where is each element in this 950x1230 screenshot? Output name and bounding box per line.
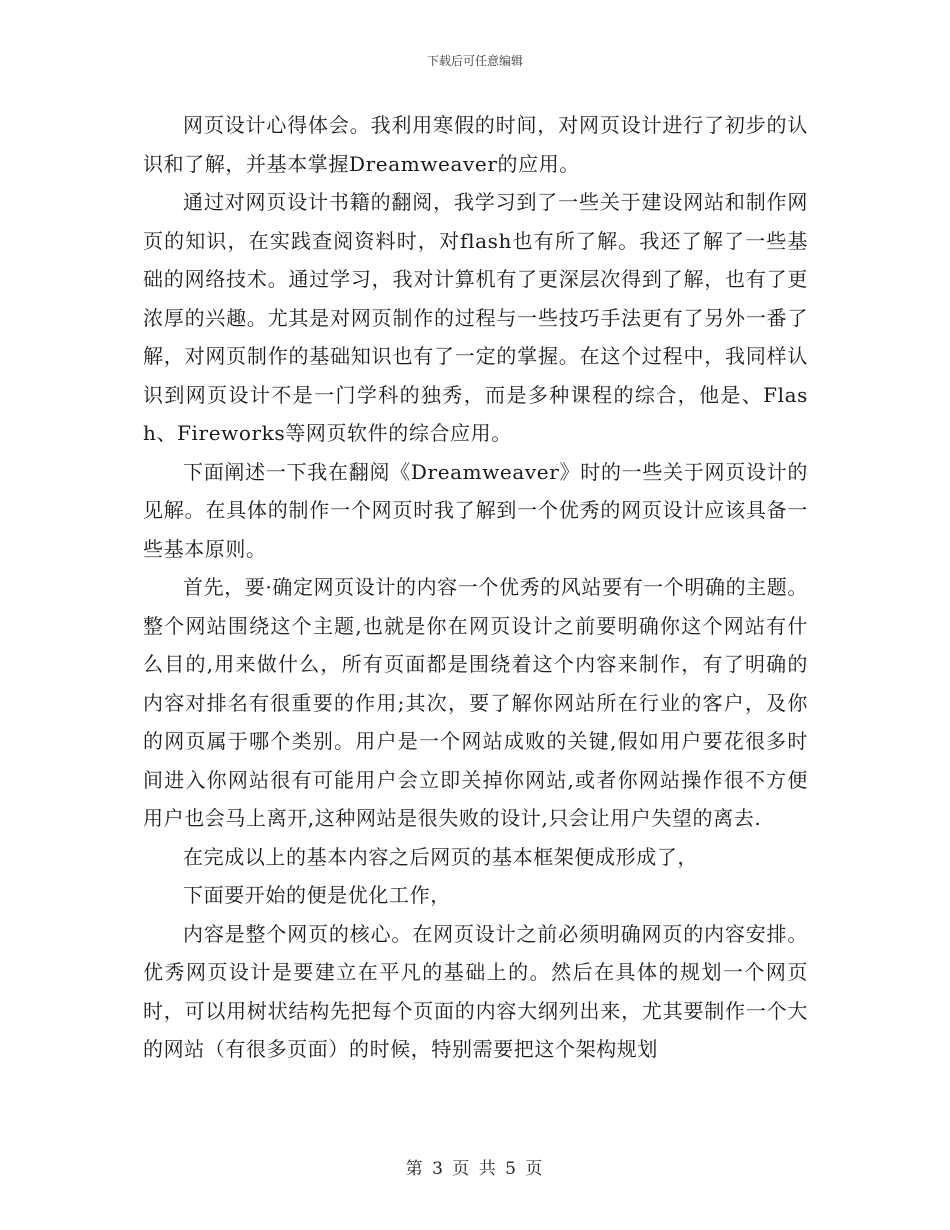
paragraph-5: 在完成以上的基本内容之后网页的基本框架便成形成了， [183, 844, 698, 869]
page-footer: 第 3 页 共 5 页 [405, 1159, 545, 1179]
paragraph-2: 通过对网页设计书籍的翻阅，我学习到了一些关于建设网站和制作网页的知识，在实践查阅资料时，对flash也有所了解。我还了解了一些基础的网络技术。通过学习，我对计算机有了更深层次得到了解，也有了更浓厚的兴趣。尤其是对网页制作的过程与一些技巧手法更有了另外一番了解，对网页制作的基础知识也有了一定的掌握。在这个过程中，我同样认识到网页设计不是一门学科的独秀，而是多种课程的综合，他是、Flash、Fireworks等网页软件的综合应用。 [143, 190, 808, 445]
document-body [143, 106, 808, 1069]
paragraph-4: 首先，要·确定网页设计的内容一个优秀的风站要有一个明确的主题。整个网站围绕这个主题,也就是你在网页设计之前要明确你这个网站有什么目的,用来做什么，所有页面都是围绕着这个内容来制作，有了明确的内容对排名有很重要的作用;其次，要了解你网站所在行业的客户，及你的网页属于哪个类别。用户是一个网站成败的关键,假如用户要花很多时间进入你网站很有可能用户会立即关掉你网站,或者你网站操作很不方便用户也会马上离开,这种网站是很失败的设计,只会让用户失望的离去. [143, 575, 808, 830]
paragraph-3: 下面阐述一下我在翻阅《Dreamweaver》时的一些关于网页设计的见解。在具体的制作一个网页时我了解到一个优秀的网页设计应该具备一些基本原则。 [143, 459, 808, 561]
page-header: 下载后可任意编辑 [426, 54, 523, 68]
paragraph-1: 网页设计心得体会。我利用寒假的时间，对网页设计进行了初步的认识和了解，并基本掌握Dreamweaver的应用。 [143, 113, 808, 176]
paragraph-7: 内容是整个网页的核心。在网页设计之前必须明确网页的内容安排。优秀网页设计是要建立在平凡的基础上的。然后在具体的规划一个网页时，可以用树状结构先把每个页面的内容大纲列出来，尤其要制作一个大的网站（有很多页面）的时候，特别需要把这个架构规划 [143, 921, 808, 1061]
paragraph-6: 下面要开始的便是优化工作， [183, 883, 451, 907]
